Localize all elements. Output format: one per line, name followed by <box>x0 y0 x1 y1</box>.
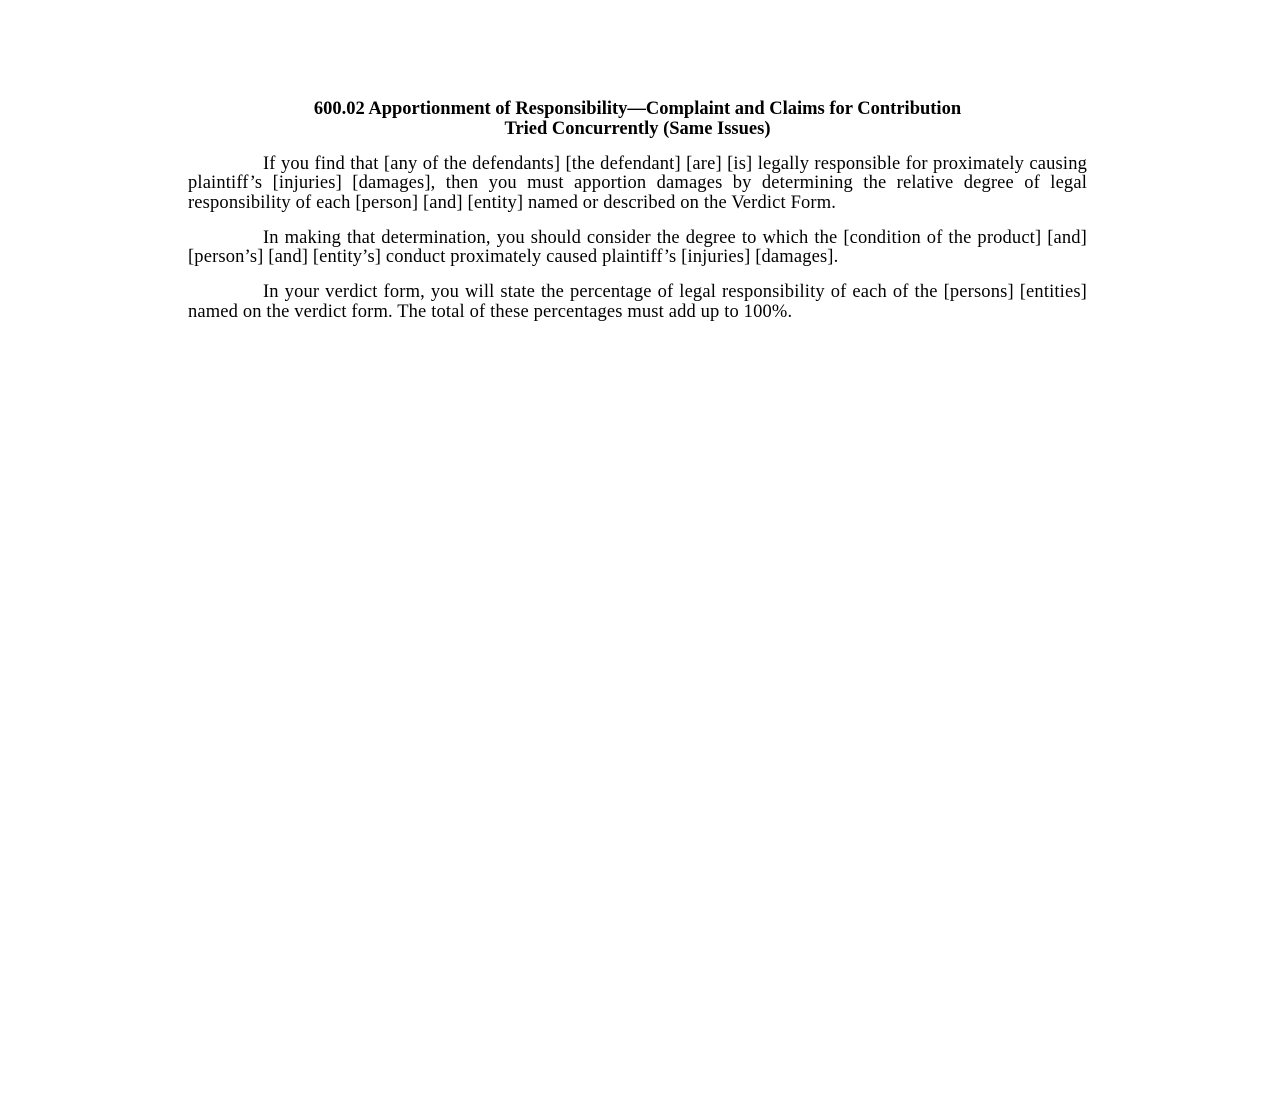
paragraph-determination: In making that determination, you should consider the degree to which the [condition of the product] [and] [person’s] [and] [entity’s] conduct proximately caused plaintiff’s [injuries] [damages]. <box>188 227 1087 268</box>
document-page <box>188 100 1087 322</box>
document-title <box>188 100 1087 139</box>
paragraph-apportion-damages: If you find that [any of the defendants] [the defendant] [are] [is] legally responsible for proximately causing plaintiff’s [injuries] [damages], then you must apportion damages by determining the relative degree of legal responsibility of each [person] [and] [entity] named or described on the Verdict Form. <box>188 154 1087 213</box>
paragraph-verdict-form-percentages: In your verdict form, you will state the percentage of legal responsibility of each of the [persons] [entities] named on the verdict form. The total of these percentages must add up to 100%. <box>188 282 1087 322</box>
document-title-line-1: 600.02 Apportionment of Responsibility—Complaint and Claims for Contribution <box>313 99 962 119</box>
document-title-line-2: Tried Concurrently (Same Issues) <box>504 118 771 139</box>
